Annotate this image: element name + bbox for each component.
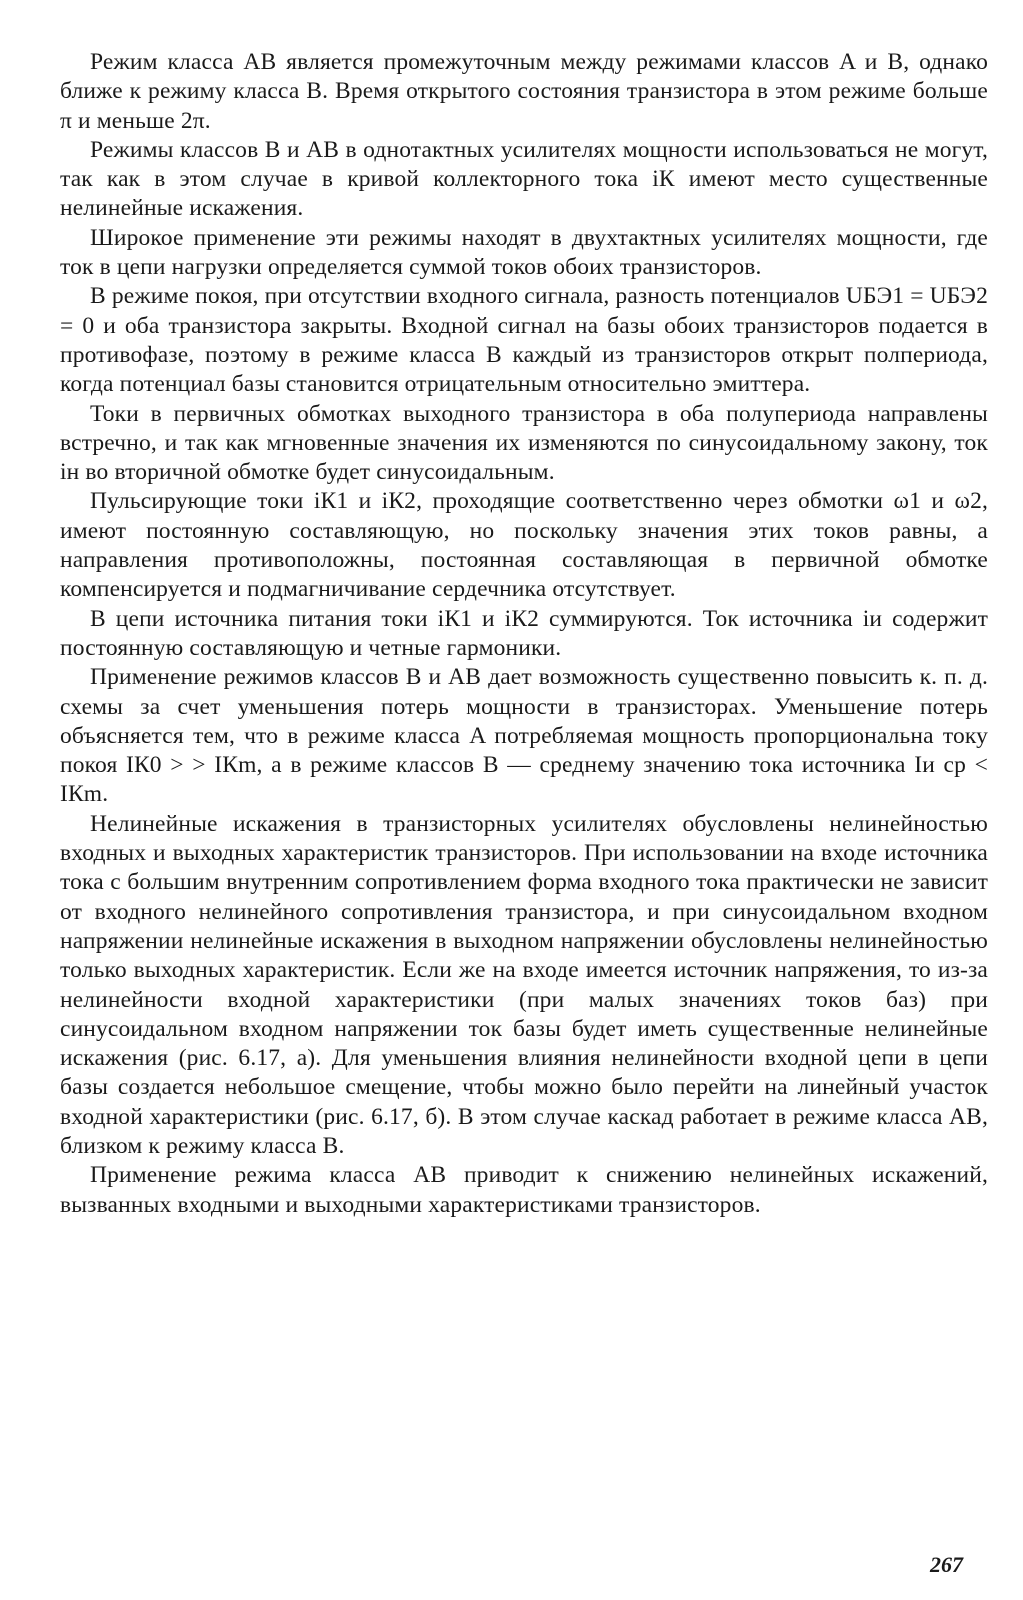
- paragraph: Режим класса AB является промежуточным между режимами классов A и B, однако ближе к режиму класса B. Время открытого состояния транзистора в этом режиме больше π и меньше 2π.: [60, 49, 988, 134]
- paragraph: Широкое применение эти режимы находят в двухтактных усилителях мощности, где ток в цепи нагрузки определяется суммой токов обоих транзисторов.: [60, 224, 988, 281]
- paragraph: Нелинейные искажения в транзисторных усилителях обусловлены нелинейностью входных и выходных характеристик транзисторов. При использовании на входе источника тока с большим внутренним сопротивлением форма входного тока практически не зависит от входного нелинейного сопротивления транзистора, и при синусоидальном входном напряжении нелинейные искажения в выходном напряжении обусловлены нелинейностью только выходных характеристик. Если же на входе имеется источник напряжения, то из-за нелинейности входной характеристики (при малых значениях токов баз) при синусоидальном входном напряжении ток базы будет иметь существенные нелинейные искажения (рис. 6.17, а). Для уменьшения влияния нелинейности входной цепи в цепи базы создается небольшое смещение, чтобы можно было перейти на линейный участок входной характеристики (рис. 6.17, б). В этом случае каскад работает в режиме класса AB, близком к режиму класса B.: [60, 810, 988, 1159]
- paragraph: Режимы классов B и AB в однотактных усилителях мощности использоваться не могут, так как в этом случае в кривой коллекторного тока iК имеют место существенные нелинейные искажения.: [60, 136, 988, 222]
- paragraph: Применение режима класса AB приводит к снижению нелинейных искажений, вызванных входными и выходными характеристиками транзисторов.: [60, 1162, 988, 1218]
- paragraph: Применение режимов классов B и AB дает возможность существенно повысить к. п. д. схемы за счет уменьшения потерь мощности в транзисторах. Уменьшение потерь объясняется тем, что в режиме класса A потребляемая мощность пропорциональна току покоя IК0 > > IКm, а в режиме классов B — среднему значению тока источника Iи ср < IКm.: [60, 664, 988, 808]
- paragraph: В цепи источника питания токи iК1 и iК2 суммируются. Ток источника iи содержит постоянную составляющую и четные гармоники.: [60, 605, 988, 661]
- page-number: 267: [930, 1552, 963, 1577]
- paragraph: Токи в первичных обмотках выходного транзистора в оба полупериода направлены встречно, и так как мгновенные значения их изменяются по синусоидальному закону, ток iн во вторичной обмотке будет синусоидальным.: [60, 400, 988, 486]
- paragraph: В режиме покоя, при отсутствии входного сигнала, разность потенциалов UБЭ1 = UБЭ2 = 0 и оба транзистора закрыты. Входной сигнал на базы обоих транзисторов подается в противофазе, поэтому в режиме класса B каждый из транзисторов открыт полпериода, когда потенциал базы становится отрицательным относительно эмиттера.: [60, 283, 988, 398]
- body-text: [60, 48, 988, 1220]
- paragraph: Пульсирующие токи iК1 и iК2, проходящие соответственно через обмотки ω1 и ω2, имеют постоянную составляющую, но поскольку значения этих токов равны, а направления противоположны, постоянная составляющая в первичной обмотке компенсируется и подмагничивание сердечника отсутствует.: [60, 488, 988, 603]
